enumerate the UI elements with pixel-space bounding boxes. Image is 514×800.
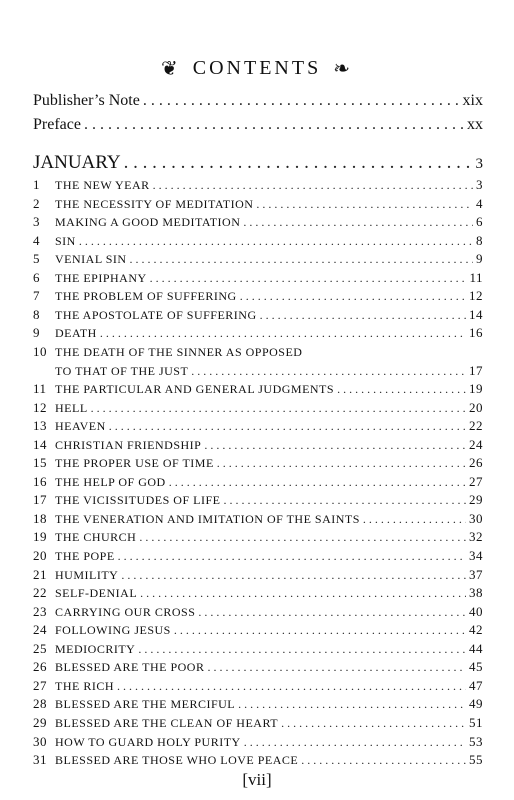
leader-dots bbox=[138, 642, 466, 657]
leader-dots bbox=[117, 679, 466, 694]
toc-entry-continuation[interactable] bbox=[55, 363, 483, 379]
toc-entry[interactable] bbox=[33, 529, 483, 545]
fleuron-icon: ❦ bbox=[161, 58, 181, 80]
page-number: 32 bbox=[469, 529, 483, 545]
page-number: 22 bbox=[469, 418, 483, 434]
page-number: 49 bbox=[469, 696, 483, 712]
entry-number: 27 bbox=[33, 677, 47, 693]
leader-dots bbox=[169, 475, 466, 490]
entry-number: 28 bbox=[33, 696, 47, 712]
leader-dots bbox=[244, 735, 466, 750]
entry-number: 26 bbox=[33, 659, 47, 675]
toc-entry[interactable] bbox=[33, 196, 483, 212]
entry-title-continued: TO THAT OF THE JUST bbox=[55, 363, 189, 378]
page-number: 4 bbox=[476, 195, 483, 211]
leader-dots bbox=[153, 178, 473, 193]
entry-title: BLESSED ARE THOSE WHO LOVE PEACE bbox=[55, 753, 299, 768]
entry-title: BLESSED ARE THE CLEAN OF HEART bbox=[55, 715, 279, 730]
leader-dots bbox=[191, 364, 466, 379]
entry-title: THE APOSTOLATE OF SUFFERING bbox=[55, 307, 257, 322]
leader-dots bbox=[337, 382, 466, 397]
entry-number: 21 bbox=[33, 566, 47, 582]
entry-title: THE VENERATION AND IMITATION OF THE SAINTS bbox=[55, 511, 360, 526]
entry-number: 20 bbox=[33, 548, 47, 563]
page-number: 40 bbox=[469, 603, 483, 619]
entry-number: 31 bbox=[33, 752, 47, 768]
leader-dots bbox=[139, 530, 466, 545]
entry-title: CARRYING OUR CROSS bbox=[55, 604, 196, 619]
toc-front-matter-publishers-note[interactable] bbox=[33, 92, 483, 110]
leader-dots bbox=[174, 623, 466, 638]
toc-entry[interactable] bbox=[33, 344, 483, 360]
leader-dots bbox=[130, 252, 473, 267]
page-number: 3 bbox=[475, 156, 483, 172]
page-number: 19 bbox=[469, 381, 483, 397]
page-number: 12 bbox=[469, 288, 483, 304]
entry-title: MEDIOCRITY bbox=[55, 641, 136, 656]
entry-number: 2 bbox=[33, 195, 40, 211]
entry-title: SIN bbox=[55, 233, 76, 248]
page-number: 16 bbox=[469, 325, 483, 341]
page-number: xx bbox=[467, 116, 483, 133]
entry-title: BLESSED ARE THE POOR bbox=[55, 660, 205, 675]
leader-dots bbox=[238, 697, 466, 712]
page-number: 51 bbox=[469, 714, 483, 730]
entry-title: HOW TO GUARD HOLY PURITY bbox=[55, 734, 241, 749]
page-number: 44 bbox=[469, 640, 483, 656]
toc-entry[interactable] bbox=[33, 492, 483, 508]
entry-number: 5 bbox=[33, 251, 40, 267]
entry-number: 15 bbox=[33, 455, 47, 471]
entry-number: 12 bbox=[33, 399, 47, 415]
leader-dots bbox=[109, 419, 466, 434]
toc-entry[interactable] bbox=[33, 622, 483, 638]
leader-dots bbox=[121, 568, 466, 583]
leader-dots bbox=[217, 456, 466, 471]
page-number: 42 bbox=[469, 622, 483, 638]
toc-entry[interactable] bbox=[33, 177, 483, 193]
page-number: 38 bbox=[469, 585, 483, 601]
leader-dots bbox=[363, 512, 466, 527]
entry-title: HEAVEN bbox=[55, 419, 106, 434]
toc-entry[interactable] bbox=[33, 455, 483, 471]
toc-entry[interactable] bbox=[33, 251, 483, 267]
leader-dots bbox=[118, 549, 466, 564]
entry-number: 10 bbox=[33, 343, 47, 359]
toc-entry[interactable] bbox=[33, 214, 483, 230]
page-number: 45 bbox=[469, 659, 483, 675]
page-number: 8 bbox=[476, 232, 483, 248]
entry-title: THE PROPER USE OF TIME bbox=[55, 456, 214, 471]
entry-number: 25 bbox=[33, 640, 47, 656]
leader-dots bbox=[79, 234, 473, 249]
entry-number: 13 bbox=[33, 418, 47, 434]
entry-number: 6 bbox=[33, 269, 40, 285]
entry-number: 3 bbox=[33, 214, 40, 230]
entry-title: CHRISTIAN FRIENDSHIP bbox=[55, 437, 202, 452]
toc-entry[interactable] bbox=[33, 585, 483, 601]
entry-title: FOLLOWING JESUS bbox=[55, 623, 171, 638]
entry-title: BLESSED ARE THE MERCIFUL bbox=[55, 697, 236, 712]
page-number: 6 bbox=[476, 214, 483, 230]
page-title bbox=[0, 56, 514, 81]
entry-title: DEATH bbox=[55, 326, 97, 341]
toc-entry[interactable] bbox=[33, 437, 483, 453]
page-number: 37 bbox=[469, 566, 483, 582]
entry-number: 16 bbox=[33, 473, 47, 489]
leader-dots bbox=[260, 308, 466, 323]
entry-title: THE POPE bbox=[55, 549, 115, 563]
section-label: JANUARY bbox=[33, 152, 121, 173]
page-number: 3 bbox=[476, 177, 483, 192]
toc-entry[interactable] bbox=[33, 752, 483, 768]
leader-dots bbox=[204, 438, 466, 453]
front-matter-label: Publisher’s Note bbox=[33, 92, 140, 109]
leader-dots bbox=[100, 326, 466, 341]
leader-dots bbox=[150, 271, 467, 286]
fleuron-icon: ❧ bbox=[333, 58, 353, 80]
page-number: 20 bbox=[469, 399, 483, 415]
page-number: 29 bbox=[469, 492, 483, 508]
entry-title: THE DEATH OF THE SINNER AS OPPOSED bbox=[55, 344, 303, 359]
entry-title: HUMILITY bbox=[55, 567, 119, 582]
toc-entry[interactable] bbox=[33, 678, 483, 694]
page-number: 26 bbox=[469, 455, 483, 471]
toc-entry[interactable] bbox=[33, 641, 483, 657]
toc-entry[interactable] bbox=[33, 418, 483, 434]
entry-title: VENIAL SIN bbox=[55, 252, 127, 267]
leader-dots bbox=[124, 152, 473, 174]
toc-entry[interactable] bbox=[33, 381, 483, 397]
toc-entry[interactable] bbox=[33, 734, 483, 750]
toc-entry[interactable] bbox=[33, 567, 483, 583]
leader-dots bbox=[301, 753, 466, 768]
page-number: 47 bbox=[469, 677, 483, 693]
leader-dots bbox=[223, 493, 466, 508]
entry-title: THE EPIPHANY bbox=[55, 270, 147, 285]
entry-title: THE CHURCH bbox=[55, 530, 137, 545]
entry-title: MAKING A GOOD MEDITATION bbox=[55, 215, 241, 230]
page-number: 30 bbox=[469, 510, 483, 526]
entry-number: 1 bbox=[33, 177, 40, 192]
page-number: 11 bbox=[469, 269, 483, 285]
toc-front-matter-preface[interactable] bbox=[33, 116, 483, 134]
toc-entry[interactable] bbox=[33, 548, 483, 564]
toc-entry[interactable] bbox=[33, 400, 483, 416]
entry-title: THE PARTICULAR AND GENERAL JUDGMENTS bbox=[55, 382, 335, 397]
entry-number: 18 bbox=[33, 510, 47, 526]
page-number: 17 bbox=[469, 362, 483, 378]
page-number: 34 bbox=[469, 548, 483, 563]
entry-number: 29 bbox=[33, 714, 47, 730]
entry-number: 17 bbox=[33, 492, 47, 508]
title-text: CONTENTS bbox=[192, 57, 322, 79]
page-number: xix bbox=[462, 92, 483, 109]
toc-entry[interactable] bbox=[33, 696, 483, 712]
entry-title: THE NECESSITY OF MEDITATION bbox=[55, 196, 254, 211]
toc-entry[interactable] bbox=[33, 270, 483, 286]
leader-dots bbox=[207, 660, 466, 675]
leader-dots bbox=[84, 116, 464, 134]
leader-dots bbox=[281, 716, 466, 731]
toc-entry[interactable] bbox=[33, 604, 483, 620]
folio: [vii] bbox=[242, 770, 272, 789]
entry-number: 22 bbox=[33, 585, 47, 601]
entry-number: 4 bbox=[33, 232, 40, 248]
leader-dots bbox=[91, 401, 466, 416]
entry-title: HELL bbox=[55, 400, 88, 415]
entry-title: THE HELP OF GOD bbox=[55, 474, 166, 489]
entry-title: THE PROBLEM OF SUFFERING bbox=[55, 289, 237, 304]
entry-number: 14 bbox=[33, 436, 47, 452]
entry-number: 9 bbox=[33, 325, 40, 341]
entry-number: 8 bbox=[33, 306, 40, 322]
page-number: 27 bbox=[469, 473, 483, 489]
toc-entry[interactable] bbox=[33, 511, 483, 527]
entry-title: THE RICH bbox=[55, 678, 114, 693]
front-matter-label: Preface bbox=[33, 116, 81, 133]
toc-entry[interactable] bbox=[33, 715, 483, 731]
page-number: 9 bbox=[476, 251, 483, 267]
entry-number: 23 bbox=[33, 603, 47, 619]
entry-number: 19 bbox=[33, 529, 47, 545]
entry-number: 7 bbox=[33, 288, 40, 304]
entry-title: SELF-DENIAL bbox=[55, 586, 138, 601]
page-number: 53 bbox=[469, 733, 483, 749]
entry-title: THE NEW YEAR bbox=[55, 178, 150, 192]
toc-entry[interactable] bbox=[33, 474, 483, 490]
toc-entry[interactable] bbox=[33, 233, 483, 249]
toc-entry[interactable] bbox=[33, 325, 483, 341]
entry-number: 30 bbox=[33, 733, 47, 749]
leader-dots bbox=[243, 215, 473, 230]
leader-dots bbox=[143, 92, 460, 110]
page-number: 55 bbox=[469, 752, 483, 768]
entry-title: THE VICISSITUDES OF LIFE bbox=[55, 493, 221, 508]
toc-entry[interactable] bbox=[33, 659, 483, 675]
page-number: 24 bbox=[469, 436, 483, 452]
leader-dots bbox=[240, 289, 466, 304]
toc-entry[interactable] bbox=[33, 307, 483, 323]
toc-entry[interactable] bbox=[33, 288, 483, 304]
leader-dots bbox=[256, 197, 473, 212]
entry-number: 11 bbox=[33, 381, 47, 397]
leader-dots bbox=[198, 605, 466, 620]
page-number: 14 bbox=[469, 306, 483, 322]
entry-number: 24 bbox=[33, 622, 47, 638]
toc-section-january[interactable] bbox=[33, 152, 483, 174]
leader-dots bbox=[140, 586, 466, 601]
